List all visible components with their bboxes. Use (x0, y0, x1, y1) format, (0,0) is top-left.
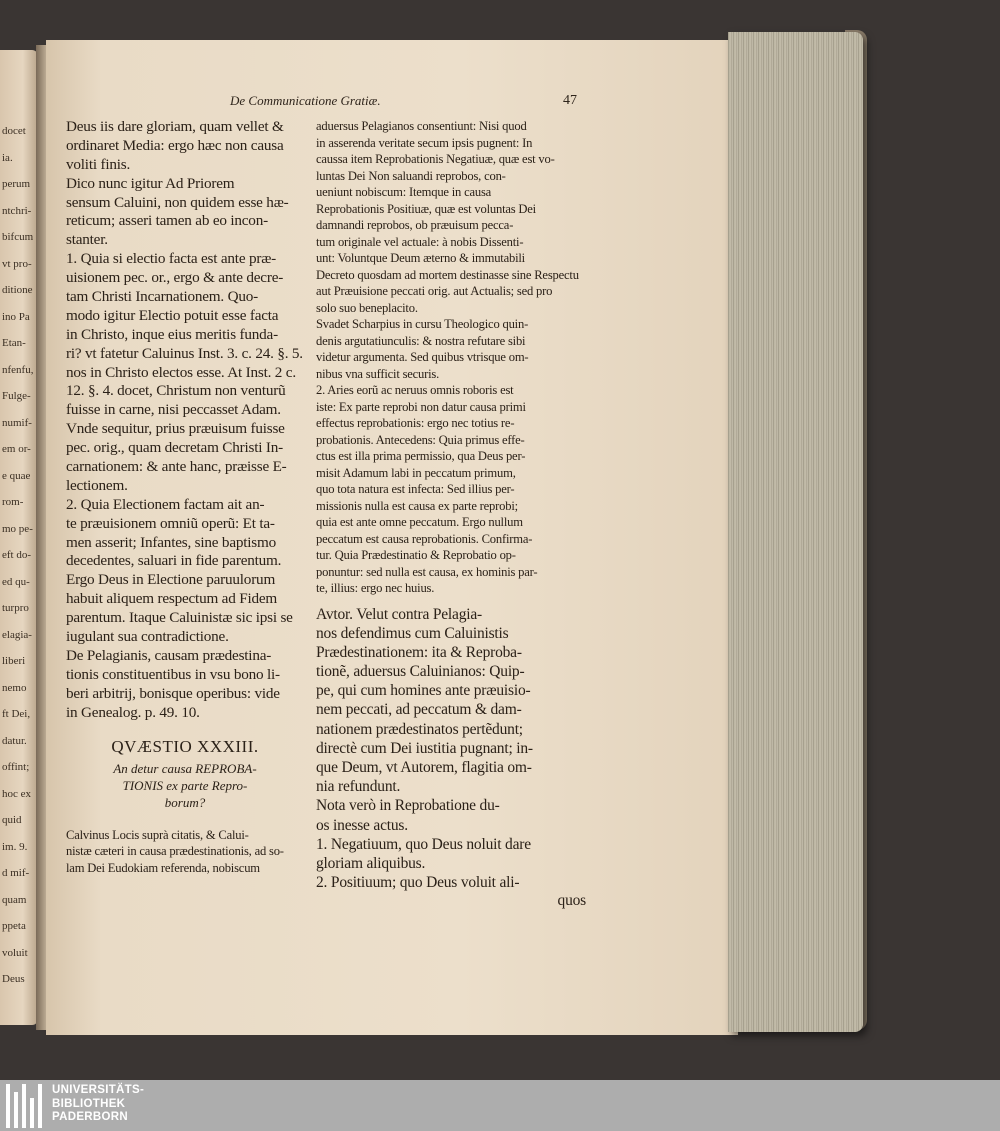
text-line: in asserenda veritate secum ipsis pugnent: In (316, 135, 533, 150)
text-line: iugulant sua contradictione. (66, 628, 229, 646)
left-page-fragment: em or- (2, 443, 31, 455)
text-line: quo tota natura est infecta: Sed illius per- (316, 482, 515, 496)
text-line: Dico nunc igitur Ad Priorem (66, 174, 235, 192)
text-line: Prædestinationem: ita & Reproba- (316, 643, 522, 661)
left-page-fragment: eft do- (2, 549, 32, 561)
catchword: quos (557, 892, 586, 910)
text-line: tam Christi Incarnationem. Quo- (66, 288, 259, 306)
library-name-line: PADERBORN (52, 1111, 128, 1123)
text-line: nem peccati, ad peccatum & dam- (316, 701, 522, 719)
text-line: effectus reprobationis: ergo nec totius re- (316, 416, 515, 430)
text-line: ueniunt nobiscum: Itemque in causa (316, 185, 492, 199)
left-page-fragment: quid (2, 814, 22, 826)
left-column-lines (66, 118, 304, 723)
text-line: tum originale vel actuale: à nobis Dissenti- (316, 234, 524, 249)
running-head: De Communicatione Gratiæ. (230, 93, 381, 108)
left-page-fragment: e quae (2, 469, 31, 482)
question-heading: QVÆSTIO XXXIII. (111, 736, 259, 756)
left-page-fragment: im. 9. (2, 840, 28, 853)
left-page-fragment: vt pro- (2, 257, 32, 270)
text-line: missionis nulla est causa ex parte reprobi; (316, 498, 518, 513)
text-line: Avtor. Velut contra Pelagia- (316, 605, 483, 623)
text-line: in Christo, inque eius meritis funda- (66, 325, 278, 343)
text-line: luntas Dei Non saluandi reprobos, con- (316, 168, 506, 183)
library-name-line: BIBLIOTHEK (52, 1097, 126, 1110)
left-text-column (66, 118, 304, 876)
text-line: Svadet Scharpius in cursu Theologico quin- (316, 317, 529, 331)
book-fore-edge (728, 32, 863, 1032)
text-line: parentum. Itaque Caluinistæ sic ipsi se (66, 609, 293, 627)
text-line: pe, qui cum homines ante præuisio- (316, 682, 531, 700)
text-line: gloriam aliquibus. (316, 854, 426, 872)
text-line: decedentes, saluari in fide parentum. (66, 552, 282, 570)
text-line: reticum; asseri tamen ab eo incon- (66, 212, 268, 230)
question-subtitle (66, 760, 304, 811)
text-line: que Deum, vt Autorem, flagitia om- (316, 759, 532, 776)
text-line: stanter. (66, 231, 108, 249)
text-line: Ergo Deus in Electione paruulorum (66, 571, 276, 589)
text-line: nistæ cæteri in causa prædestinationis, ad so- (66, 844, 284, 858)
left-page-fragment: nemo (2, 681, 27, 694)
left-page-fragment: quam (2, 893, 27, 906)
text-line: 2. Aries eorũ ac neruus omnis roboris est (316, 383, 514, 397)
left-page-fragment: Etan- (2, 337, 26, 349)
text-line: lam Dei Eudokiam referenda, nobiscum (66, 860, 260, 875)
text-line: fuisse in carne, nisi peccasset Adam. (66, 401, 281, 419)
text-line: os inesse actus. (316, 816, 408, 834)
text-line: pec. orig., quam decretam Christi In- (66, 439, 283, 457)
library-name (52, 1084, 144, 1125)
right-column-lines (316, 118, 586, 597)
left-page-fragment: nfenfu, (2, 363, 34, 376)
text-line: caussa item Reprobationis Negatiuæ, quæ est vo- (316, 152, 555, 166)
left-page-fragment: perum (2, 178, 31, 190)
text-line: Reprobationis Positiuæ, quæ est voluntas Dei (316, 201, 536, 216)
text-line: quia est ante omne peccatum. Ergo nullum (316, 515, 523, 529)
text-line: aut Præuisione peccati orig. aut Actualis; sed pro (316, 284, 553, 298)
text-line: peccatum est causa reprobationis. Confirma- (316, 531, 533, 546)
text-line: ordinaret Media: ergo hæc non causa (66, 136, 284, 154)
text-line: Vnde sequitur, prius præuisum fuisse (66, 420, 285, 438)
text-line: 2. Quia Electionem factam ait an- (66, 495, 265, 513)
text-line: tionẽ, aduersus Caluinianos: Quip- (316, 663, 525, 681)
text-line: damnandi reprobos, ob præuisum pecca- (316, 218, 514, 232)
text-line: solo suo beneplacito. (316, 300, 418, 315)
text-line: misit Adamum labi in peccatum primum, (316, 465, 516, 480)
left-page-fragment: bifcum (2, 231, 34, 243)
text-line: 12. §. 4. docet, Christum non venturũ (66, 382, 286, 400)
text-line: nationem prædestinatos pertẽdunt; (316, 720, 523, 738)
left-page-fragment: ntchri- (2, 204, 32, 217)
left-page-fragment: elagia- (2, 628, 32, 641)
text-line: te, illius: ergo nec huius. (316, 581, 435, 595)
left-page-fragment: Deus (2, 973, 25, 985)
left-page-fragment: voluit (2, 946, 28, 959)
left-page-fragment: ppeta (2, 920, 26, 932)
left-page-fragment: rom- (2, 496, 24, 508)
library-name-line: UNIVERSITÄTS- (52, 1084, 145, 1096)
text-line: probationis. Antecedens: Quia primus effe- (316, 432, 525, 447)
subtitle-line: TIONIS ex parte Repro- (122, 777, 248, 793)
text-line: habuit aliquem respectum ad Fidem (66, 590, 278, 608)
right-text-column (316, 118, 586, 911)
text-line: beri arbitrij, bonisque operibus: vide (66, 684, 280, 702)
text-line: unt: Voluntque Deum æterno & immutabili (316, 251, 525, 265)
library-logo-icon (6, 1084, 44, 1128)
text-line: Nota verò in Reprobatione du- (316, 797, 500, 815)
text-line: carnationem: & ante hanc, præisse E- (66, 458, 287, 476)
left-page-fragment: datur. (2, 734, 27, 747)
text-line: Decreto quosdam ad mortem destinasse sine Respectu (316, 267, 579, 282)
left-page-fragment: mo pe- (2, 522, 33, 535)
text-line: in Genealog. p. 49. 10. (66, 703, 200, 721)
text-line: aduersus Pelagianos consentiunt: Nisi quod (316, 119, 527, 133)
page-number: 47 (563, 93, 577, 108)
text-line: tur. Quia Prædestinatio & Reprobatio op- (316, 548, 516, 562)
text-line: videtur argumenta. Sed quibus vtrisque om- (316, 350, 529, 364)
left-page-fragment: hoc ex (2, 787, 32, 800)
left-page-edge (0, 50, 38, 1025)
text-line: ponuntur: sed nulla est causa, ex hominis par- (316, 564, 538, 579)
text-line: Deus iis dare gloriam, quam vellet & (66, 118, 284, 135)
text-line: nia refundunt. (316, 778, 401, 796)
text-line: lectionem. (66, 476, 128, 494)
text-line: directè cum Dei iustitia pugnant; in- (316, 739, 533, 757)
left-page-fragment: ditione (2, 284, 33, 296)
left-page-fragment: turpro (2, 602, 29, 614)
text-line: 2. Positiuum; quo Deus voluit ali- (316, 874, 520, 892)
text-line: 1. Negatiuum, quo Deus noluit dare (316, 835, 531, 853)
text-line: De Pelagianis, causam prædestina- (66, 646, 272, 664)
text-line: iste: Ex parte reprobi non datur causa primi (316, 399, 526, 414)
text-line: modo igitur Electio potuit esse facta (66, 306, 279, 324)
text-line: 1. Quia si electio facta est ante præ- (66, 250, 277, 268)
left-page-fragment: Fulge- (2, 390, 31, 402)
left-page-fragment: ft Dei, (2, 708, 31, 720)
text-line: Calvinus Locis suprà citatis, & Calui- (66, 827, 249, 842)
left-page-fragment: ino Pa (2, 310, 30, 323)
text-line: nibus vna sufficit securis. (316, 366, 440, 381)
left-page-fragment: offint; (2, 761, 30, 773)
text-line: nos defendimus cum Caluinistis (316, 624, 509, 642)
left-page-fragment: liberi (2, 655, 26, 667)
text-line: men asserit; Infantes, sine baptismo (66, 533, 277, 551)
text-line: ctus est illa prima permissio, qua Deus per- (316, 449, 526, 463)
text-line: ri? vt fatetur Caluinus Inst. 3. c. 24. §. 5. (66, 344, 303, 362)
left-page-fragment: ed qu- (2, 575, 30, 588)
library-footer (0, 1080, 1000, 1131)
left-page-fragment: ia. (2, 151, 13, 164)
left-page-fragment: numif- (2, 416, 32, 429)
text-line: nos in Christo electos esse. At Inst. 2 c. (66, 363, 296, 381)
right-column-large-lines (316, 605, 586, 893)
subtitle-line: borum? (164, 794, 206, 810)
text-line: voliti finis. (66, 155, 131, 173)
text-line: tionis constituentibus in vsu bono li- (66, 665, 280, 683)
left-column-end-lines (66, 827, 304, 877)
text-line: te præuisionem omniũ operũ: Et ta- (66, 514, 275, 532)
text-line: uisionem pec. or., ergo & ante decre- (66, 269, 284, 287)
subtitle-line: An detur causa REPROBA- (113, 760, 257, 776)
text-line: denis argutatiunculis: & nostra refutare sibi (316, 333, 526, 348)
left-page-fragment: docet (2, 125, 26, 137)
left-page-fragment: d mif- (2, 867, 30, 879)
text-line: sensum Caluini, non quidem esse hæ- (66, 193, 289, 211)
